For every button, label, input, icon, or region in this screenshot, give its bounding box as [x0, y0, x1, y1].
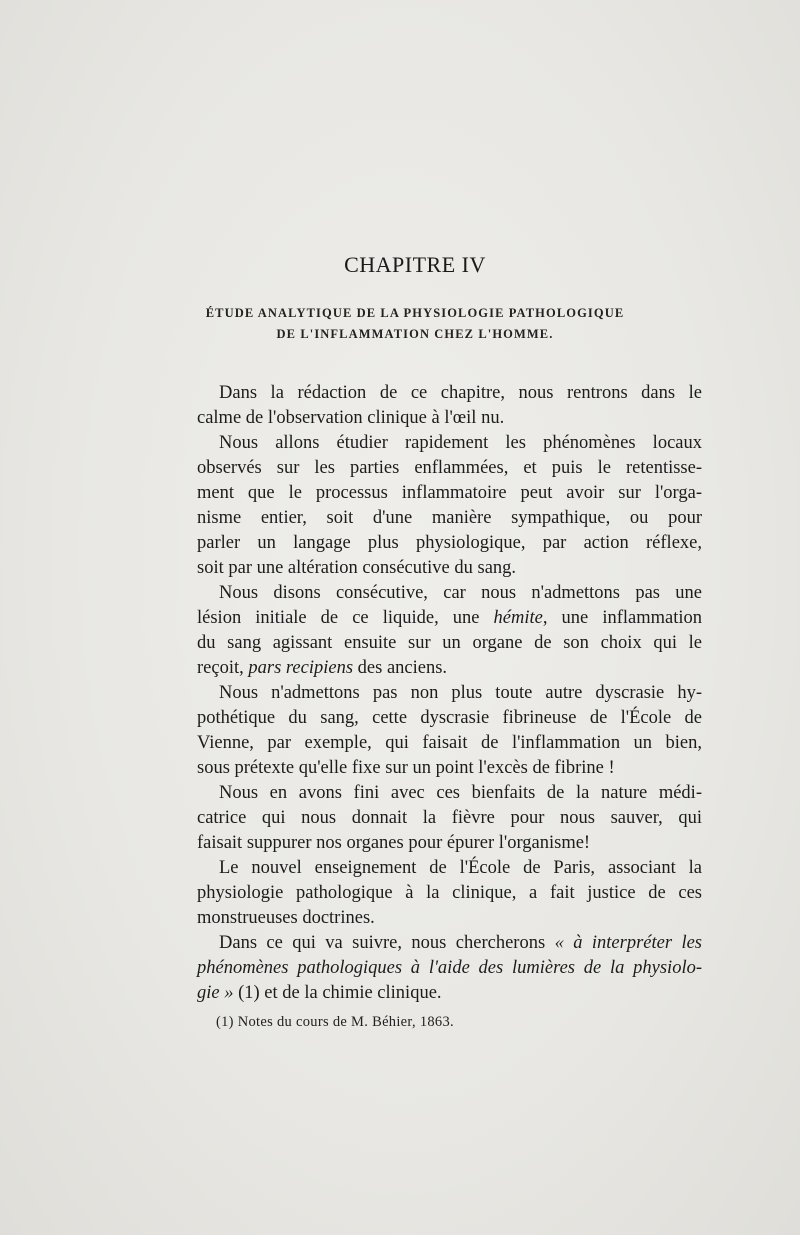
text-run: lésion initiale de ce liquide, une — [197, 608, 480, 628]
text-run: , une inflammation — [542, 608, 702, 628]
text-run: reçoit, — [197, 658, 244, 678]
text-line: Nous en avons fini avec ces bienfaits de la nature médi- — [219, 783, 702, 803]
text-line: du sang agissant ensuite sur un organe de son choix qui le — [197, 633, 702, 653]
text-line: parler un langage plus physiologique, par action réflexe, — [197, 533, 702, 553]
italic-term: hémite — [493, 608, 543, 628]
text-line: Nous allons étudier rapidement les phénomènes locaux — [219, 433, 702, 453]
text-line-italic — [197, 956, 702, 981]
italic-term: pars recipiens — [248, 658, 354, 678]
body-text — [197, 381, 702, 1006]
text-line: monstrueuses doctrines. — [197, 908, 375, 928]
text-line: pothétique du sang, cette dyscrasie fibrineuse de l'École de — [197, 708, 702, 728]
text-line: ment que le processus inflammatoire peut avoir sur l'orga- — [197, 483, 702, 503]
text-line: physiologie pathologique à la clinique, a fait justice de ces — [197, 883, 702, 903]
text-line: Le nouvel enseignement de l'École de Paris, associant la — [219, 858, 702, 878]
text-run: des anciens. — [357, 658, 448, 678]
text-line: Vienne, par exemple, qui faisait de l'inflammation un bien, — [197, 733, 702, 753]
text-line: Nous disons consécutive, car nous n'admettons pas une — [219, 583, 702, 603]
text-line: faisait suppurer nos organes pour épurer l'organisme! — [197, 833, 591, 853]
text-line-mixed — [197, 656, 702, 681]
italic-quote: « à interpréter les — [554, 933, 703, 953]
text-line-mixed — [197, 606, 702, 631]
chapter-title: CHAPITRE IV — [344, 252, 486, 277]
text-line-mixed — [197, 931, 702, 956]
text-line: observés sur les parties enflammées, et puis le retentisse- — [197, 458, 702, 478]
footnote: (1) Notes du cours de M. Béhier, 1863. — [216, 1014, 454, 1030]
text-line: catrice qui nous donnait la fièvre pour nous sauver, qui — [197, 808, 702, 828]
text-line-mixed — [197, 981, 702, 1006]
italic-quote: gie » — [197, 983, 234, 1003]
italic-quote: phénomènes pathologiques à l'aide des lumières de la physiolo- — [197, 958, 702, 978]
text-run: Dans ce qui va suivre, nous chercherons — [219, 933, 546, 953]
show-through-bleed — [180, 130, 740, 180]
text-line: soit par une altération consécutive du sang. — [197, 558, 517, 578]
text-line: Nous n'admettons pas non plus toute autre dyscrasie hy- — [219, 683, 702, 703]
text-run: (1) et de la chimie clinique. — [238, 983, 442, 1003]
chapter-subtitle-line-1: ÉTUDE ANALYTIQUE DE LA PHYSIOLOGIE PATHOLOGIQUE — [205, 306, 625, 320]
text-line: Dans la rédaction de ce chapitre, nous rentrons dans le — [219, 383, 702, 403]
text-line: sous prétexte qu'elle fixe sur un point l'excès de fibrine ! — [197, 758, 615, 778]
text-line: calme de l'observation clinique à l'œil nu. — [197, 408, 505, 428]
chapter-subtitle-line-2: DE L'INFLAMMATION CHEZ L'HOMME. — [276, 327, 554, 341]
text-line: nisme entier, soit d'une manière sympathique, ou pour — [197, 508, 702, 528]
